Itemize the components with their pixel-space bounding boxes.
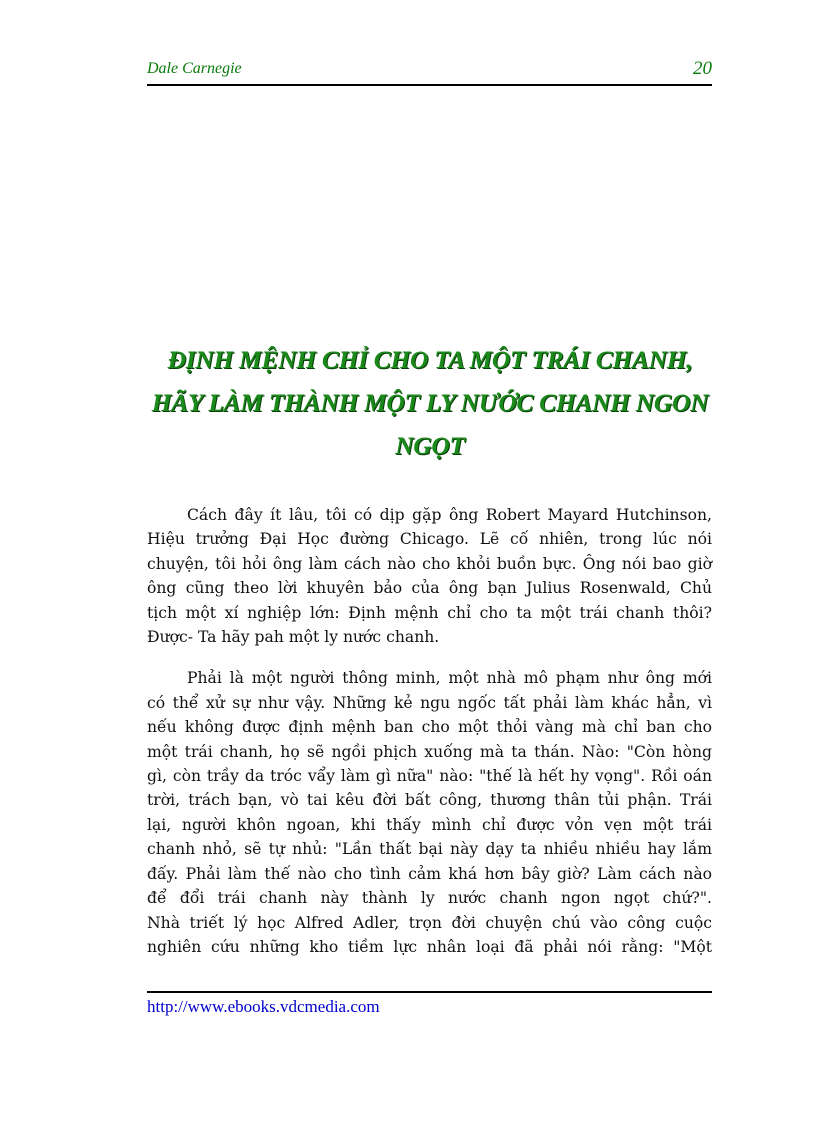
- chapter-title-line: HÃY LÀM THÀNH MỘT LY NƯỚC CHANH NGON: [151, 388, 709, 417]
- page-number: 20: [693, 58, 712, 79]
- text-line: Phải là một người thông minh, một nhà mô phạm như ông mới: [187, 669, 712, 688]
- text-line: tịch một xí nghiệp lớn: Định mệnh chỉ cho ta một trái chanh thôi?: [147, 603, 712, 622]
- text-line: một trái chanh, họ sẽ ngồi phịch xuống mà ta thán. Nào: "Còn hòng: [147, 742, 712, 761]
- text-line: gì, còn trầy da tróc vẩy làm gì nữa" nào: "thế là hết hy vọng". Rồi oán: [147, 767, 712, 786]
- text-line: Cách đây ít lâu, tôi có dịp gặp ông Robert Mayard Hutchinson,: [187, 506, 712, 524]
- text-line: có thể xử sự như vậy. Những kẻ ngu ngốc tất phải làm khác hẳn, vì: [147, 693, 712, 712]
- chapter-title: [130, 338, 730, 467]
- text-line: lại, người khôn ngoan, khi thấy mình chỉ được vỏn vẹn một trái: [147, 815, 712, 834]
- text-line: nghiên cứu những kho tiềm lực nhân loại đã phải nói rằng: "Một: [147, 937, 712, 956]
- footer-url-link[interactable]: http://www.ebooks.vdcmedia.com: [147, 997, 380, 1016]
- chapter-title-line: ĐỊNH MỆNH CHỈ CHO TA MỘT TRÁI CHANH,: [167, 345, 693, 374]
- paragraph-2: [147, 666, 712, 959]
- text-line: Được- Ta hãy pah một ly nước chanh.: [147, 628, 440, 647]
- body-text: [147, 503, 712, 976]
- text-line: để đổi trái chanh này thành ly nước chanh ngon ngọt chứ?".: [147, 889, 712, 908]
- chapter-title-line: NGỌT: [395, 431, 465, 460]
- paragraph-1: [147, 503, 712, 649]
- footer-divider: [147, 991, 712, 993]
- text-line: nếu không được định mệnh ban cho một thỏi vàng mà chỉ ban cho: [147, 718, 712, 737]
- page-header: [147, 60, 712, 86]
- text-line: Nhà triết lý học Alfred Adler, trọn đời chuyện chú vào công cuộc: [147, 913, 712, 932]
- text-line: chuyện, tôi hỏi ông làm cách nào cho khỏi buồn bực. Ông nói bao giờ: [147, 554, 712, 573]
- text-line: ông cũng theo lời khuyên bảo của ông bạn Julius Rosenwald, Chủ: [147, 579, 712, 598]
- text-line: chanh nhỏ, sẽ tự nhủ: "Lần thất bại này dạy ta nhiều nhiều hay lắm: [147, 840, 712, 859]
- text-line: đấy. Phải làm thế nào cho tình cảm khá hơn bây giờ? Làm cách nào: [147, 864, 712, 883]
- header-author: Dale Carnegie: [147, 60, 242, 77]
- text-line: Hiệu trưởng Đại Học đường Chicago. Lẽ cố nhiên, trong lúc nói: [147, 530, 712, 549]
- text-line: trời, trách bạn, vò tai kêu đời bất công, thương thân tủi phận. Trái: [147, 791, 712, 810]
